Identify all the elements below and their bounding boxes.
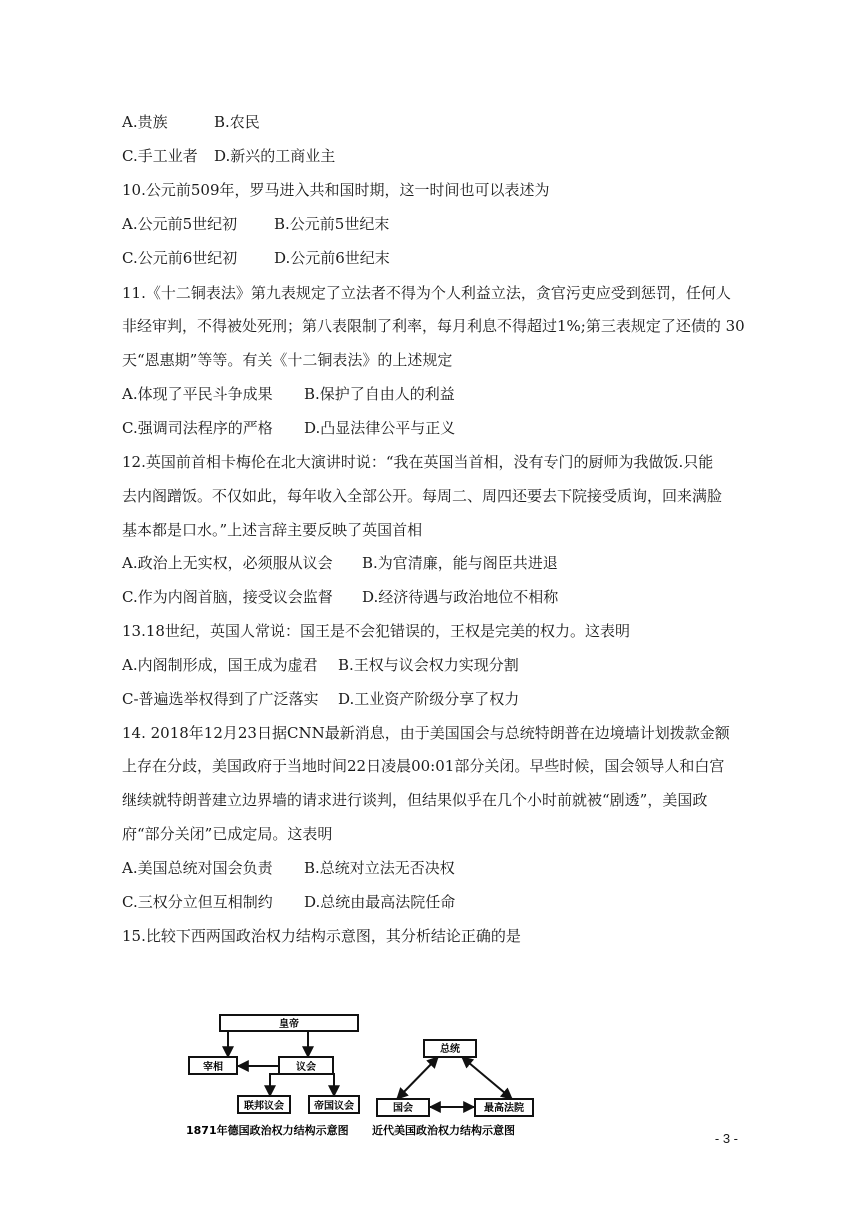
q14-stem-line-4: 府“部分关闭”已成定局。这表明 [122, 825, 333, 843]
q11-option-b: B.保护了自由人的利益 [304, 385, 455, 403]
q13-option-c: C-普遍选举权得到了广泛落实 [122, 690, 319, 708]
q13-option-a: A.内阁制形成，国王成为虚君 [122, 656, 318, 674]
us-diagram-caption: 近代美国政治权力结构示意图 [372, 1124, 515, 1137]
q12-option-d: D.经济待遇与政治地位不相称 [362, 588, 559, 606]
q10-option-a: A.公元前5世纪初 [122, 215, 238, 233]
q11-option-a: A.体现了平民斗争成果 [122, 385, 273, 403]
q9-option-b: B.农民 [214, 113, 260, 131]
q14-stem-line-3: 继续就特朗普建立边界墙的请求进行谈判，但结果似乎在几个小时前就被“剧透”，美国政 [122, 791, 708, 809]
q11-stem-line-2: 非经审判，不得被处死刑；第八表限制了利率，每月利息不得超过1%;第三表规定了还债的 30 [122, 317, 745, 335]
q14-option-b: B.总统对立法无否决权 [304, 859, 455, 877]
q14-option-c: C.三权分立但互相制约 [122, 893, 273, 911]
q14-stem-line-2: 上存在分歧，美国政府于当地时间22日凌晨00:01部分关闭。早些时候，国会领导人和白宫 [122, 757, 725, 775]
supreme-court-label: 最高法院 [484, 1103, 524, 1114]
reichstag-label: 帝国议会 [314, 1101, 354, 1112]
q12-stem-line-3: 基本都是口水。”上述言辞主要反映了英国首相 [122, 521, 423, 539]
q9-option-a: A.贵族 [122, 113, 168, 131]
president-label: 总统 [440, 1044, 460, 1055]
q13-option-b: B.王权与议会权力实现分割 [338, 656, 519, 674]
q10-stem: 10.公元前509年，罗马进入共和国时期，这一时间也可以表述为 [122, 181, 550, 199]
q11-option-c: C.强调司法程序的严格 [122, 419, 273, 437]
emperor-label: 皇帝 [279, 1019, 299, 1030]
parliament-label: 议会 [296, 1062, 316, 1073]
q13-stem: 13.18世纪，英国人常说：国王是不会犯错误的，王权是完美的权力。这表明 [122, 622, 630, 640]
q11-option-d: D.凸显法律公平与正义 [304, 419, 456, 437]
federal-council-label: 联邦议会 [244, 1101, 284, 1112]
q10-option-d: D.公元前6世纪末 [274, 249, 390, 267]
q11-stem-line-3: 天“恩惠期”等等。有关《十二铜表法》的上述规定 [122, 351, 453, 369]
q10-option-b: B.公元前5世纪末 [274, 215, 390, 233]
q14-option-a: A.美国总统对国会负责 [122, 859, 273, 877]
q9-option-c: C.手工业者 [122, 147, 198, 165]
q12-stem-line-2: 去内阁蹭饭。不仅如此，每年收入全部公开。每周二、周四还要去下院接受质询，回来满脸 [122, 487, 723, 505]
q11-stem-line-1: 11.《十二铜表法》第九表规定了立法者不得为个人利益立法，贪官污吏应受到惩罚，任何人 [122, 284, 731, 302]
q14-stem-line-1: 14. 2018年12月23日据CNN最新消息，由于美国国会与总统特朗普在边境墙计划拨款金额 [122, 724, 730, 742]
q15-stem: 15.比较下西两国政治权力结构示意图，其分析结论正确的是 [122, 927, 521, 945]
chancellor-label: 宰相 [203, 1062, 223, 1073]
page-number: - 3 - [714, 1131, 738, 1146]
q12-stem-line-1: 12.英国前首相卡梅伦在北大演讲时说：“我在英国当首相，没有专门的厨师为我做饭.只能 [122, 453, 714, 471]
q12-option-b: B.为官清廉，能与阁臣共进退 [362, 554, 558, 572]
q10-option-c: C.公元前6世纪初 [122, 249, 238, 267]
q14-option-d: D.总统由最高法院任命 [304, 893, 456, 911]
congress-label: 国会 [393, 1103, 413, 1114]
q9-option-d: D.新兴的工商业主 [214, 147, 336, 165]
q12-option-a: A.政治上无实权，必须服从议会 [122, 554, 333, 572]
germany-diagram-caption: 1871年德国政治权力结构示意图 [186, 1124, 349, 1137]
q13-option-d: D.工业资产阶级分享了权力 [338, 690, 520, 708]
q12-option-c: C.作为内阁首脑，接受议会监督 [122, 588, 333, 606]
